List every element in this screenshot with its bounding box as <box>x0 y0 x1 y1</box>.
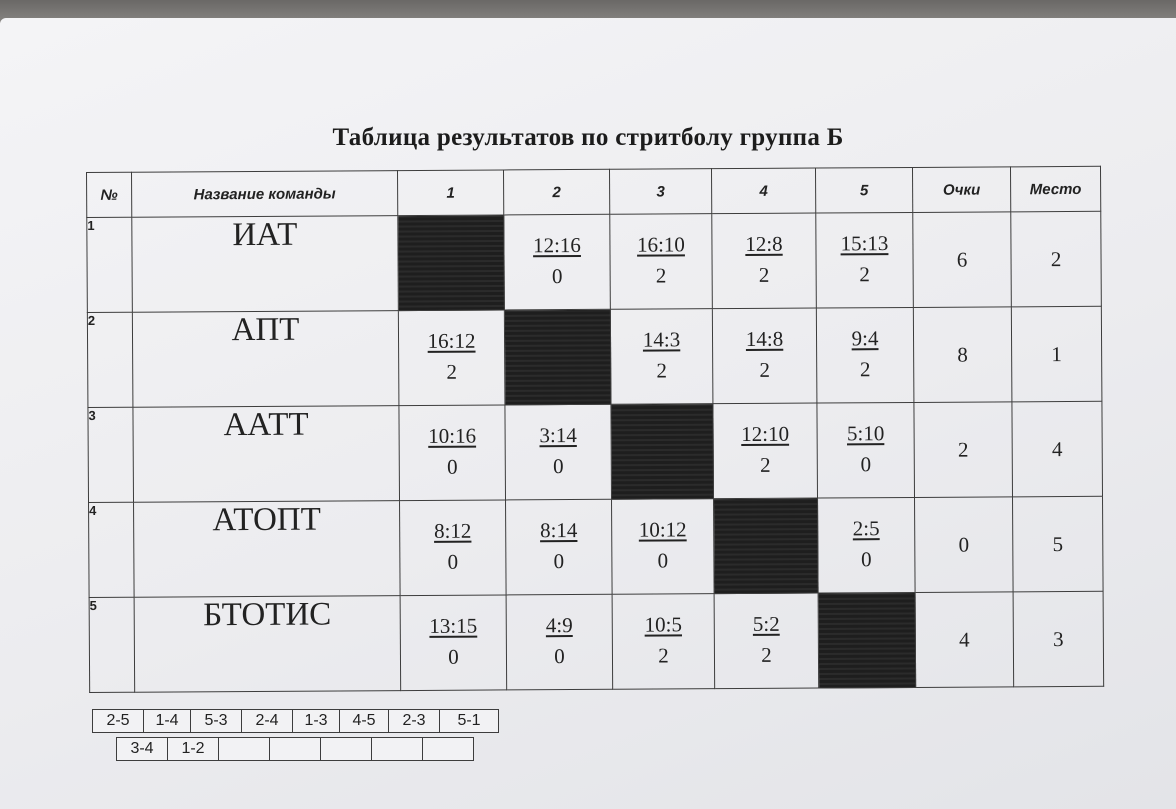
match-result <box>714 593 819 689</box>
self-match-blackout <box>611 404 714 500</box>
match-result <box>816 307 914 403</box>
schedule-pair: 5-3 <box>191 710 242 733</box>
table-row <box>89 591 1104 692</box>
match-result <box>712 308 817 404</box>
match-points: 2 <box>656 358 668 383</box>
match-points: 0 <box>553 549 565 574</box>
schedule-pair <box>372 738 423 761</box>
self-match-blackout <box>818 592 916 688</box>
table-row <box>89 496 1104 597</box>
self-match-blackout <box>504 309 611 405</box>
match-schedule-row-1 <box>92 709 499 733</box>
header-points: Очки <box>912 167 1010 213</box>
match-result <box>612 499 715 595</box>
match-result <box>610 214 713 310</box>
match-points: 2 <box>759 452 771 477</box>
match-points: 2 <box>446 359 458 384</box>
schedule-pair <box>270 738 321 761</box>
final-place: 3 <box>1013 591 1104 687</box>
match-score: 16:12 <box>427 328 476 353</box>
match-points: 0 <box>551 264 563 289</box>
schedule-pair: 1-2 <box>168 738 219 761</box>
match-score: 10:5 <box>644 612 683 637</box>
match-score: 12:16 <box>532 232 581 258</box>
total-points: 6 <box>913 212 1012 308</box>
match-points: 0 <box>447 549 459 574</box>
schedule-pair: 2-5 <box>93 710 144 733</box>
match-points: 2 <box>859 357 871 382</box>
schedule-pair <box>219 738 270 761</box>
match-points: 0 <box>860 452 872 477</box>
match-points: 2 <box>859 262 870 287</box>
self-match-blackout <box>398 215 505 311</box>
header-row <box>87 166 1101 217</box>
team-name: ИАТ <box>132 216 399 313</box>
self-match-blackout <box>714 498 819 594</box>
row-number: 4 <box>89 502 135 597</box>
match-score: 8:14 <box>539 518 578 543</box>
final-place: 1 <box>1011 306 1102 402</box>
match-points: 0 <box>861 547 872 572</box>
schedule-pair: 2-3 <box>389 710 440 733</box>
match-score: 5:2 <box>752 611 780 636</box>
match-result <box>817 402 915 498</box>
match-result <box>713 403 818 499</box>
match-points: 2 <box>758 262 770 287</box>
match-score: 10:12 <box>638 517 687 542</box>
total-points: 2 <box>914 402 1013 498</box>
match-points: 2 <box>655 263 667 288</box>
table-row <box>88 401 1103 502</box>
match-score: 16:10 <box>636 232 685 257</box>
match-points: 0 <box>554 644 565 669</box>
match-result <box>818 497 916 593</box>
schedule-pair: 5-1 <box>440 710 499 733</box>
match-result <box>505 404 612 500</box>
match-points: 0 <box>446 454 458 479</box>
header-number: № <box>87 172 132 217</box>
total-points: 4 <box>915 592 1014 688</box>
match-result <box>712 213 817 309</box>
match-score: 14:8 <box>745 326 784 351</box>
match-score: 8:12 <box>433 518 472 543</box>
page-title: Таблица результатов по стритболу группа Б <box>332 124 844 151</box>
match-result <box>399 405 506 501</box>
team-name: БТОТИС <box>134 596 401 693</box>
match-score: 12:8 <box>745 231 783 256</box>
row-number: 3 <box>88 407 134 502</box>
total-points: 8 <box>913 307 1012 403</box>
header-opponent-1: 1 <box>397 170 503 216</box>
header-opponent-4: 4 <box>711 168 815 214</box>
table-row <box>87 306 1102 407</box>
total-points: 0 <box>915 497 1014 593</box>
team-name: АПТ <box>132 311 399 408</box>
match-result <box>506 594 613 690</box>
schedule-pair <box>321 738 372 761</box>
match-result <box>400 595 507 691</box>
match-points: 0 <box>552 454 564 479</box>
header-opponent-5: 5 <box>815 167 912 213</box>
team-name: АТОПТ <box>134 501 401 598</box>
row-number: 1 <box>87 217 133 312</box>
row-number: 2 <box>87 312 133 407</box>
schedule-pair: 1-4 <box>144 710 191 733</box>
match-result <box>612 594 715 690</box>
final-place: 5 <box>1013 496 1104 592</box>
match-result <box>816 212 914 308</box>
header-opponent-2: 2 <box>503 169 609 215</box>
table-row <box>87 211 1102 312</box>
match-score: 5:10 <box>846 421 885 446</box>
header-opponent-3: 3 <box>609 169 711 215</box>
team-name: ААТТ <box>133 406 400 503</box>
match-schedule-row-2 <box>116 737 474 761</box>
schedule-pair: 2-4 <box>242 710 293 733</box>
schedule-pair: 4-5 <box>340 710 389 733</box>
match-score: 13:15 <box>429 613 478 638</box>
match-score: 2:5 <box>852 516 880 541</box>
header-place: Место <box>1010 166 1100 212</box>
schedule-pair: 1-3 <box>293 710 340 733</box>
match-score: 15:13 <box>840 231 889 256</box>
final-place: 4 <box>1012 401 1103 497</box>
match-score: 14:3 <box>642 327 681 352</box>
match-points: 2 <box>761 642 772 667</box>
match-result <box>400 500 507 596</box>
match-points: 2 <box>658 643 669 668</box>
match-result <box>504 214 611 310</box>
row-number: 5 <box>89 597 135 692</box>
match-points: 0 <box>448 644 459 669</box>
match-points: 2 <box>759 357 771 382</box>
match-score: 3:14 <box>539 423 577 448</box>
match-score: 10:16 <box>428 423 477 448</box>
match-score: 12:10 <box>741 421 790 447</box>
final-place: 2 <box>1011 211 1102 307</box>
match-result <box>506 499 613 595</box>
schedule-pair: 3-4 <box>117 738 168 761</box>
match-result <box>398 310 505 406</box>
results-table <box>86 166 1104 693</box>
match-score: 4:9 <box>545 613 573 638</box>
schedule-pair <box>423 738 474 761</box>
match-points: 0 <box>657 548 669 573</box>
match-score: 9:4 <box>851 326 879 351</box>
match-result <box>610 309 713 405</box>
header-team-name: Название команды <box>132 171 398 218</box>
